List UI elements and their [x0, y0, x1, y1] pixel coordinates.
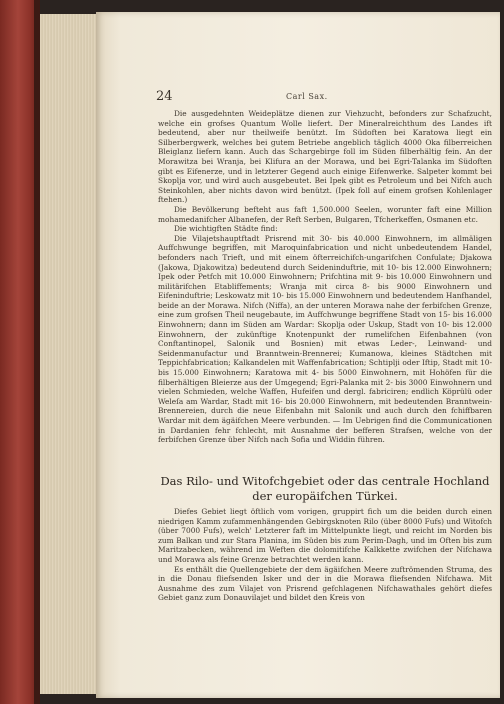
section-heading: Das Rilo- und Witofchgebiet oder das centrale Hochland der europäifchen Türkei. [160, 474, 490, 503]
paragraph: Die Bevölkerung befteht aus faft 1,500.000 Seelen, worunter faft eine Million mohamedanifcher Albanefen, der Reft Serben, Bulgaren, Tfcherkeffen, Osmanen etc. [158, 204, 492, 224]
paragraph: Die wichtigften Städte find: [174, 224, 278, 234]
body-text-2 [158, 507, 492, 603]
paragraph: Es enthält die Quellengebiete der dem ägäifchen Meere zuftrömenden Struma, des in die Donau fliefsenden Isker und der in die Morawa fliefsenden Nifchawa. Mit Ausnahme des zum Vilajet von Prisrend gefchlagenen Nifchawathales gehört diefes Gebiet ganz zum Donauvilajet und bildet den Kreis von [158, 564, 492, 603]
paragraph: Diefes Gebiet liegt öftlich vom vorigen, gruppirt fich um die beiden durch einen niedrigen Kamm zufammenhängenden Gebirgsknoten Rilo (über 8000 Fufs) und Witofch (über 7000 Fufs), welch' Letzterer faft im Mittelpunkte liegt, und reicht im Norden bis zum Balkan und zur Stara Planina, im Süden bis zum Perim-Dagh, und im Often bis zum Maritzabecken, während im Weften die dolomitifche Kalkkette zwifchen der Nifchawa und Morawa als feine Grenze betrachtet werden kann. [158, 507, 492, 564]
paragraph: Die Vilajetshauptftadt Prisrend mit 30- bis 40.000 Einwohnern, im allmäligen Auffchwunge begriffen, mit Maroquinfabrication und nicht unbedeutendem Handel, befonders nach Trieft, und mit einem öfterreichifch-ungarifchen Confulate; Djakowa (Jakowa, Djakowitza) bedeutend durch Seideninduftrie, mit 10- bis 12.000 Einwohnern; Ipek oder Petfch mit 10.000 Einwohnern; Prifchtina mit 9- bis 10.000 Einwohnern und militärifchen Etabliffements; Wranja mit circa 8- bis 9000 Einwohnern und Eifeninduftrie; Leskowatz mit 10- bis 15.000 Einwohnern und bedeutendem Hanfhandel, beide an der Morawa. Nifch (Niffa), an der unteren Morawa nahe der ferbifchen Grenze, eine zum grofsen Theil neugebaute, im Auffchwunge begriffene Stadt von 15- bis 16.000 Einwohnern; dann im Süden am Wardar: Skoplja oder Uskup, Stadt von 10- bis 12.000 Einwohnern, der zukünftige Knotenpunkt der rumelifchen Eifenbahnen (von Conftantinopel, Salonik und Bosnien) mit etwas Leder-, Leinwand- und Seidenmanufactur und Branntwein-Brennerei; Kumanowa, kleines Städtchen mit Teppichfabrication; Kalkandelen mit Waffenfabrication; Schtiplji oder Iftip, Stadt mit 10- bis 15.000 Einwohnern; Karatowa mit 4- bis 5000 Einwohnern, mit Hohöfen für die filberhältigen Bleierze aus der Umgegend; Egri-Palanka mit 2- bis 3000 Einwohnern und vielen Schmieden, welche Waffen, Hufeifen und dergl. fabriciren; endlich Köprülü oder Weleſa am Wardar, Stadt mit 16- bis 20.000 Einwohnern, mit bedeutenden Branntwein-Brennereien, durch die neue Eifenbahn mit Salonik und auch durch den fchiffbaren Wardar mit dem ägäifchen Meere verbunden. — Im Uebrigen find die Communicationen in Dardanien fehr fchlecht, mit Ausnahme der befferen Strafsen, welche von der ferbifchen Grenze über Nifch nach Sofia und Widdin führen. [158, 233, 492, 445]
book-page [96, 12, 500, 698]
page-number: 24 [156, 89, 173, 104]
running-head: Carl Sax. [286, 92, 328, 101]
paragraph: Die ausgedehnten Weideplätze dienen zur Viehzucht, befonders zur Schafzucht, welche ein grofses Quantum Wolle liefert. Der Mineralreichthum des Landes ift bedeutend, aber nur theilweife benützt. Im Südoften bei Karatowa liegt ein Silberbergwerk, welches bei gutem Betriebe angeblich täglich 4000 Oka filberreichen Bleiglanz liefern kann. Auch das Schargebirge foll im Süden filberhältig fein. An der Morawitza bei Wranja, bei Klifura an der Morawa, und bei Egri-Talanka im Südoften gibt es Eifenerze, und in letzterer Gegend auch einige Eifenwerke. Salpeter kommt bei Skoplja vor, und wird auch ausgebeutet. Bei Ipek gibt es Petroleum und bei Nifch auch Steinkohlen, aber nichts davon wird benützt. (Ipek foll auf einem grofsen Kohlenlager ftehen.) [158, 109, 492, 205]
body-text [158, 109, 492, 445]
page-edges [40, 14, 103, 694]
